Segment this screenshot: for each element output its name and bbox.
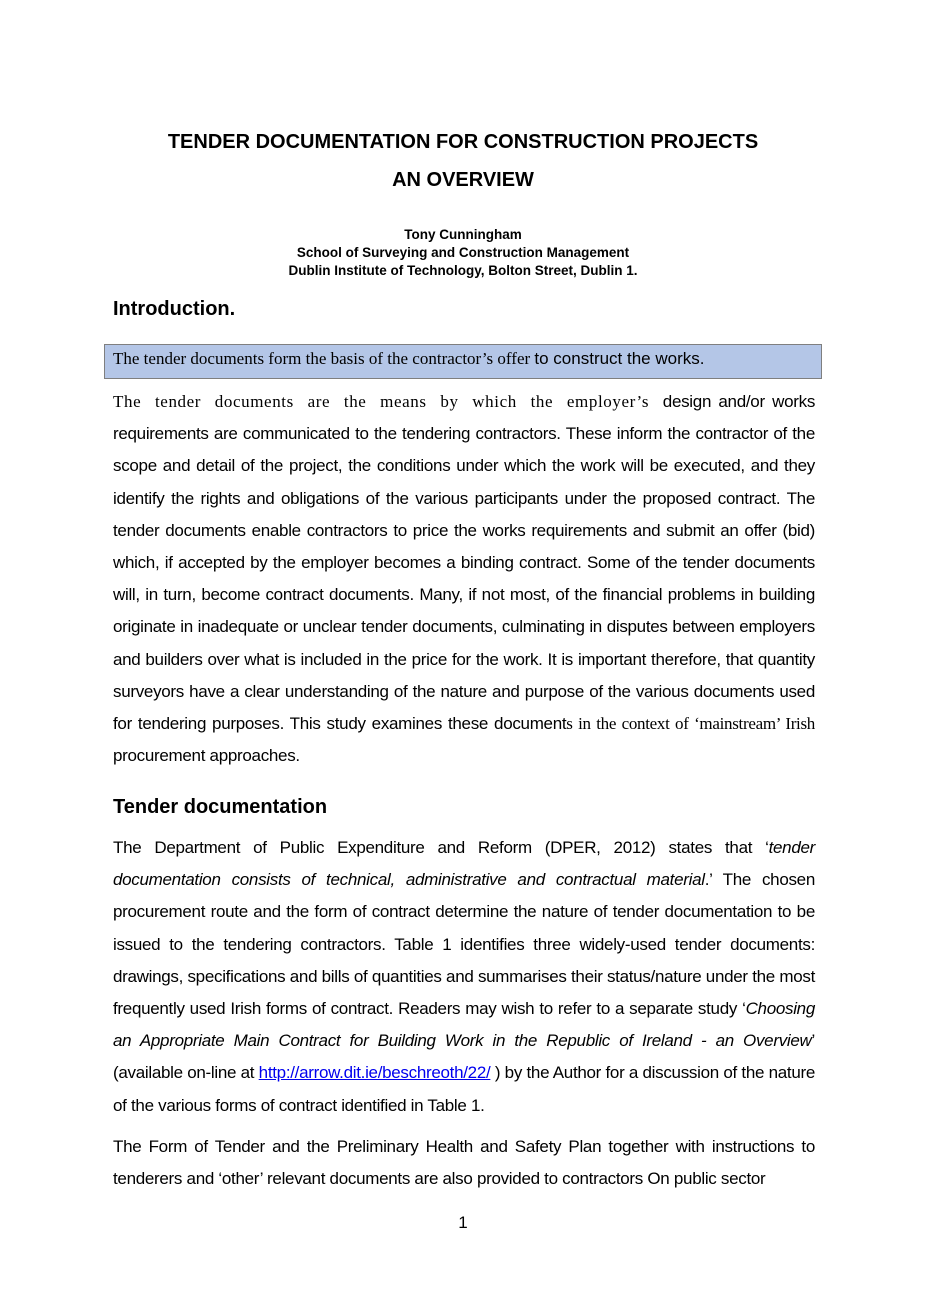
author-name: Tony Cunningham bbox=[404, 227, 522, 242]
text-run-italic: Choosing an Appropriate Main Contract for Building Work in the Republic of Ireland - an Overview bbox=[113, 999, 815, 1051]
text-run: ) by the Author for a discussion of the nature of the various forms of contract identified in Table 1. bbox=[113, 1063, 815, 1115]
text-run: design and/or works requirements are communicated to the tendering contractors. These inform the contractor of the scope and detail of the project, the conditions under which the work will be executed, and they identify the rights and obligations of the various participants under the proposed contract. The tender documents enable contractors to price the works requirements and submit an offer (bid) which, if accepted by the employer becomes a binding contract. Some of the tender documents will, in turn, become contract documents. Many, if not most, of the financial problems in building originate in inadequate or unclear tender documents, culminating in disputes between employers and builders over what is included in the price for the work. It is important therefore, that quantity surveyors have a clear understanding of the nature and purpose of the various documents used for tendering purposes. This study examines these document bbox=[113, 392, 816, 734]
study-link[interactable]: http://arrow.dit.ie/beschreoth/22/ bbox=[258, 1063, 491, 1083]
title-line-2: AN OVERVIEW bbox=[392, 169, 534, 191]
tender-paragraph-2: The Form of Tender and the Preliminary Health and Safety Plan together with instructions to tenderers and ‘other’ relevant documents are also provided to contractors On public sector bbox=[113, 1137, 815, 1189]
text-run: ’ (available on-line at bbox=[113, 1031, 815, 1083]
highlight-box bbox=[104, 344, 822, 379]
intro-heading: Introduction. bbox=[113, 298, 236, 320]
author-institution: Dublin Institute of Technology, Bolton Street, Dublin 1. bbox=[288, 263, 638, 278]
text-run-italic: tender documentation consists of technical, administrative and contractual material bbox=[113, 838, 815, 890]
highlight-text-sans: to construct the works. bbox=[534, 349, 705, 368]
highlight-text-serif: The tender documents form the basis of the contractor’s offer bbox=[113, 349, 535, 368]
tender-paragraph-1 bbox=[113, 832, 815, 1122]
title-line-1: TENDER DOCUMENTATION FOR CONSTRUCTION PROJECTS bbox=[167, 131, 759, 153]
tender-heading: Tender documentation bbox=[113, 796, 328, 818]
author-block bbox=[0, 226, 926, 280]
author-school: School of Surveying and Construction Management bbox=[296, 245, 630, 260]
intro-paragraph bbox=[113, 386, 815, 772]
text-run: .’ The chosen procurement route and the form of contract determine the nature of tender documentation to be issued to the tendering contractors. Table 1 identifies three widely-used tender documents: drawings, specifications and bills of quantities and summarises their status/nature under the most frequently used Irish forms of contract. Readers may wish to refer to a separate study ‘ bbox=[113, 870, 815, 1019]
text-run: procurement approaches. bbox=[113, 746, 300, 766]
page-number: 1 bbox=[458, 1213, 468, 1232]
text-run: s in the context of ‘mainstream’ Irish bbox=[566, 714, 815, 734]
text-run: The Department of Public Expenditure and Reform (DPER, 2012) states that ‘ bbox=[113, 838, 769, 857]
text-run: The tender documents are the means by which the employer’s bbox=[113, 392, 663, 411]
